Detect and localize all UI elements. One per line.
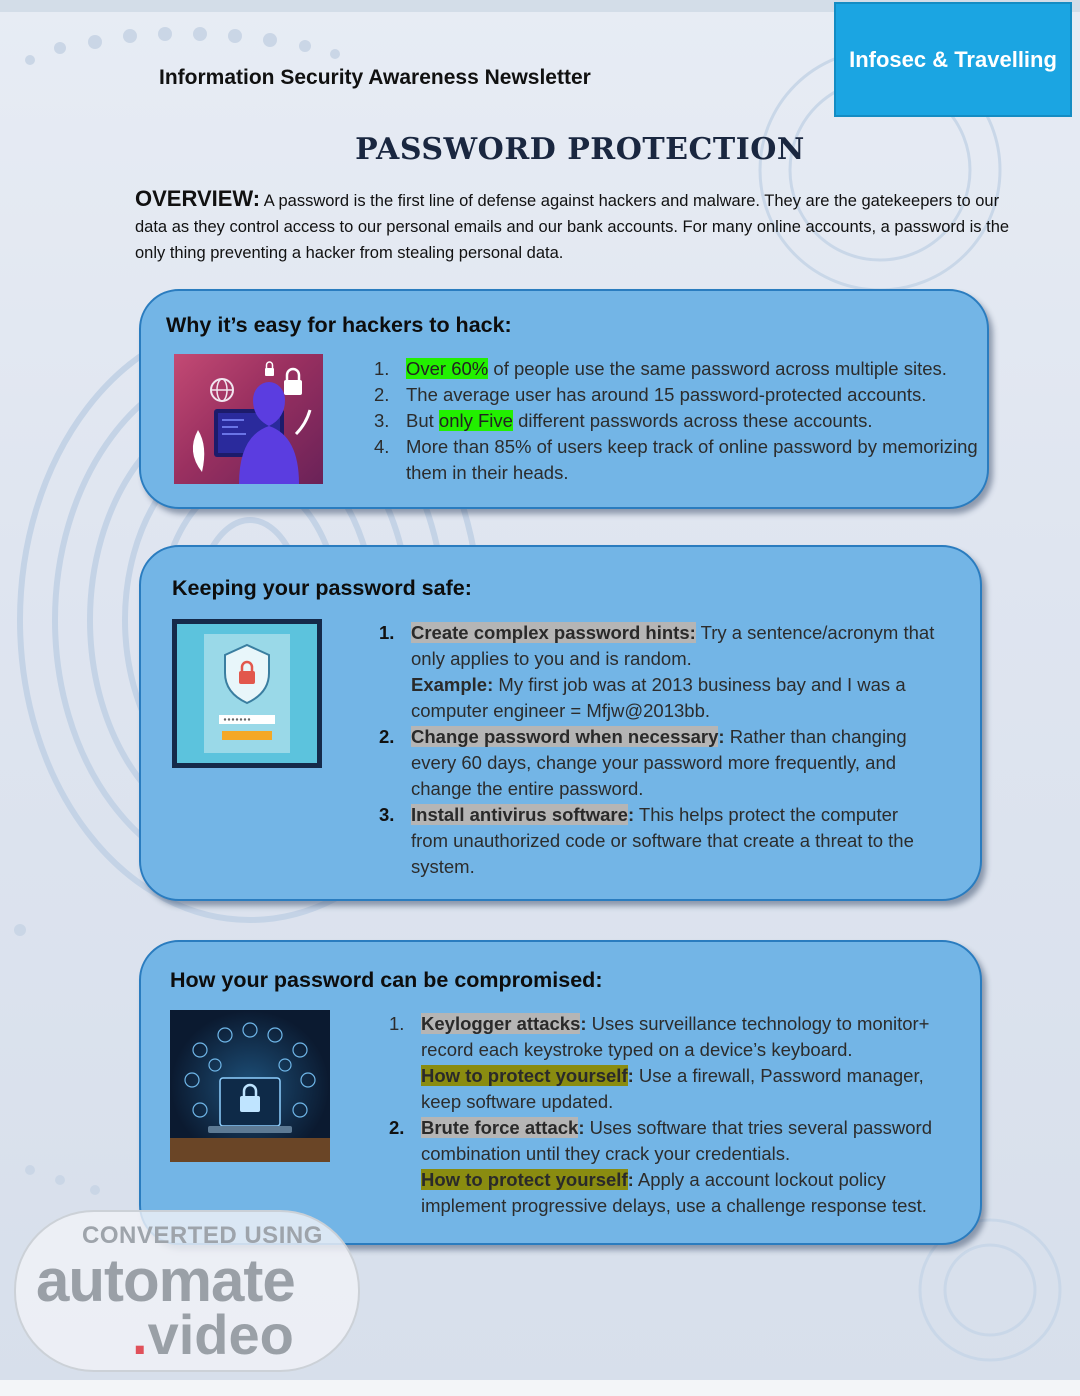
list-item: 2. Brute force attack: Uses software that tries several password combination until they crack your credentials. How to protect yourself: Apply a account lockout policy implement progressive delays, use a challenge response test. [389,1117,933,1216]
card-compromised [139,940,982,1245]
list-item: 3. Install antivirus software: This helps protect the computer from unauthorized code or software that create a threat to the system. [379,804,914,877]
list-item: 1. Create complex password hints: Try a sentence/acronym that only applies to you and is random. Example: My first job was at 2013 business bay and I was a computer engineer = Mfjw@2013bb. [379,622,935,721]
overview-paragraph [135,186,1015,266]
padlock-icon [240,1096,260,1112]
list-item: 1. Keylogger attacks: Uses surveillance technology to monitor+ record each keystroke typed on a device’s keyboard. How to protect yourself: Use a firewall, Password manager, keep software updated. [389,1013,930,1112]
compromise-methods-list [389,1011,959,1219]
watermark-caption: CONVERTED USING [82,1222,323,1249]
hacker-illustration [174,354,323,484]
list-item: 2. The average user has around 15 password-protected accounts. [374,384,927,405]
list-item: 2. Change password when necessary: Rather than changing every 60 days, change your password more frequently, and change the entire password. [379,726,907,799]
card-heading: How your password can be compromised: [170,968,603,992]
section-tag: Infosec & Travelling [834,2,1072,117]
lock-icon [284,380,302,395]
card-heading: Why it’s easy for hackers to hack: [166,313,512,337]
card-heading: Keeping your password safe: [172,576,472,600]
watermark-logo-suffix: .video [132,1303,294,1366]
page-title: PASSWORD PROTECTION [355,132,805,167]
bottom-bar [0,1380,1080,1396]
list-item: 3. But only Five different passwords across these accounts. [374,410,873,431]
login-shield-illustration [172,619,322,768]
overview-text: A password is the first line of defense against hackers and malware. They are the gatekeepers to our data as they control access to our personal emails and our bank accounts. For many online accounts, a password is the only thing preventing a hacker from stealing personal data. [135,192,1010,262]
hack-reasons-list [374,356,984,486]
card-why-easy [139,289,989,509]
overview-label: OVERVIEW: [135,186,261,211]
card-keeping-safe [139,545,982,901]
laptop-security-illustration [170,1010,330,1162]
password-safety-list [379,620,939,880]
watermark-logo-text: automate [36,1247,295,1314]
list-item: 1. Over 60% of people use the same password across multiple sites. [374,358,947,379]
newsletter-title: Information Security Awareness Newsletter [159,66,591,89]
list-item: 4. More than 85% of users keep track of online password by memorizing them in their heads. [374,436,978,483]
